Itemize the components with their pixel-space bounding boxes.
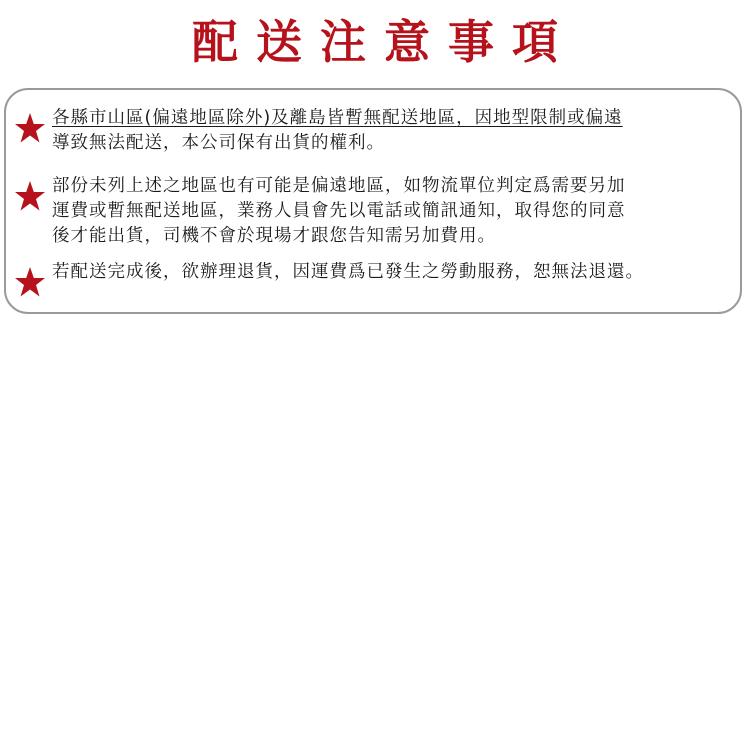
star-icon xyxy=(14,180,46,212)
notice-item xyxy=(14,106,738,156)
page-title: 配送注意事項 xyxy=(192,15,576,69)
notice-text-line: 導致無法配送，本公司保有出貨的權利。 xyxy=(52,133,385,153)
notice-item xyxy=(14,174,738,249)
notice-text: 若配送完成後，欲辦理退貨，因運費爲已發生之勞動服務，恕無法退還。 xyxy=(52,262,644,282)
notice-text: 部份未列上述之地區也有可能是偏遠地區，如物流單位判定爲需要另加 運費或暫無配送地區，業務人員會先以電話或簡訊通知，取得您的同意 後才能出貨，司機不會於現場才跟您告知需另加費用。 xyxy=(52,176,626,246)
notice-text xyxy=(52,106,738,156)
notice-box xyxy=(4,88,742,314)
star-icon xyxy=(14,112,46,144)
star-icon xyxy=(14,266,46,298)
notice-item xyxy=(14,260,738,285)
notice-text-line: 各縣市山區(偏遠地區除外)及離島皆暫無配送地區，因地型限制或偏遠 xyxy=(52,108,623,128)
